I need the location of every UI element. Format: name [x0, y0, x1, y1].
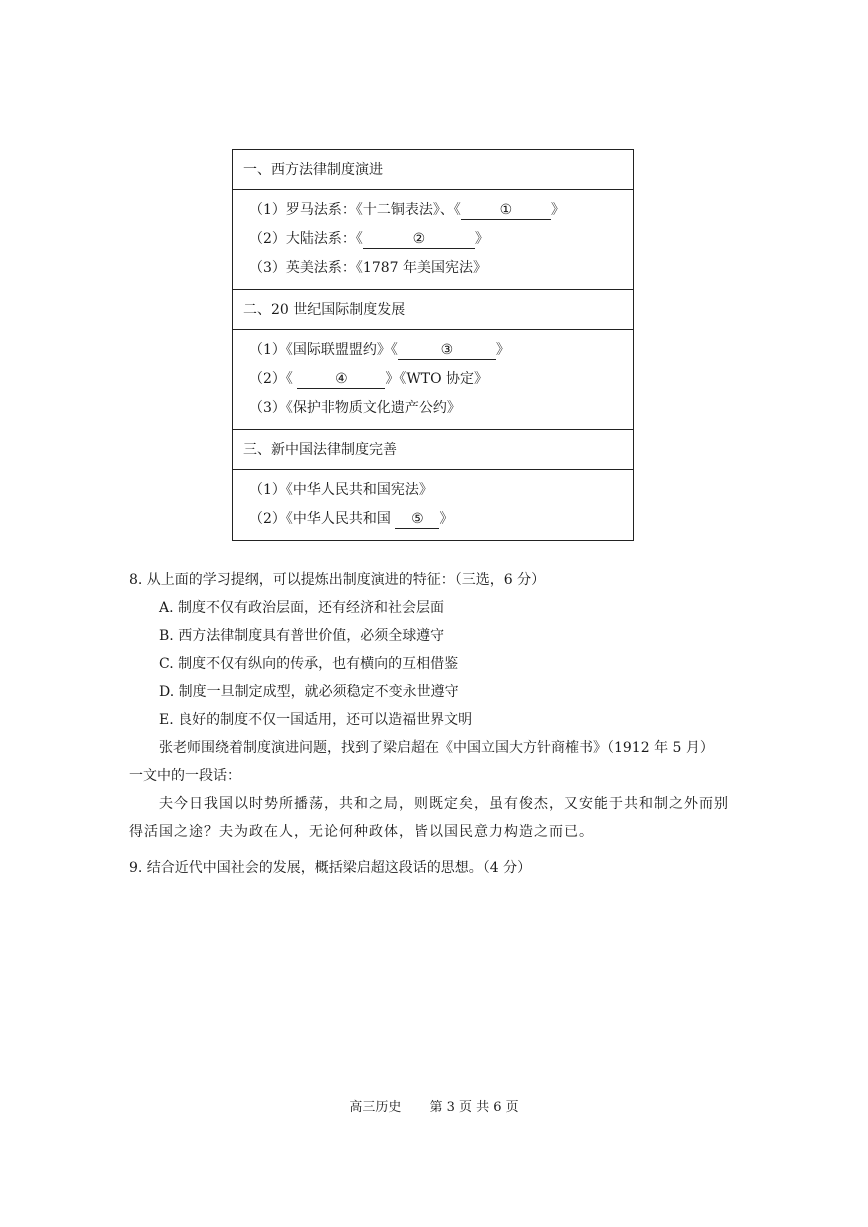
outline-row — [233, 336, 633, 365]
footer-subject: 高三历史 — [349, 1100, 402, 1115]
row-text: （2）大陆法系：《 — [249, 231, 363, 247]
row-suffix: 》 — [474, 231, 489, 247]
row-suffix: 》 — [495, 342, 510, 358]
questions-area — [129, 566, 769, 882]
option-c: C. 制度不仅有纵向的传承，也有横向的互相借鉴 — [159, 656, 459, 672]
option-b: B. 西方法律制度具有普世价值，必须全球遵守 — [159, 628, 445, 644]
option-d: D. 制度一旦制定成型，就必须稳定不变永世遵守 — [159, 684, 459, 700]
option-e: E. 良好的制度不仅一国适用，还可以造福世界文明 — [159, 712, 473, 728]
row-text: （1）《国际联盟盟约》《 — [249, 342, 398, 358]
outline-row: （3）英美法系：《1787 年美国宪法》 — [249, 260, 487, 276]
section-2-title: 二、20 世纪国际制度发展 — [233, 290, 633, 330]
material-intro: 张老师围绕着制度演进问题，找到了梁启超在《中国立国大方针商榷书》（1912 年 5 月） — [159, 740, 714, 756]
section-3-title: 三、新中国法律制度完善 — [233, 430, 633, 470]
outline-row — [233, 365, 633, 394]
question-9-stem: 9. 结合近代中国社会的发展，概括梁启超这段话的思想。（4 分） — [129, 860, 532, 876]
answer-blank-5: ⑤ — [395, 510, 439, 529]
section-1-body — [233, 190, 633, 290]
row-text: （2）《中华人民共和国 — [249, 511, 396, 527]
outline-row: （3）《保护非物质文化遗产公约》 — [249, 400, 461, 416]
answer-blank-3: ③ — [398, 341, 496, 360]
row-suffix: 》《WTO 协定》 — [385, 371, 489, 387]
answer-blank-2: ② — [363, 230, 475, 249]
question-8-stem: 8. 从上面的学习提纲，可以提炼出制度演进的特征：（三选，6 分） — [129, 572, 546, 588]
row-suffix: 》 — [439, 511, 454, 527]
footer-page-number: 第 3 页 共 6 页 — [429, 1100, 519, 1115]
section-3-body — [233, 470, 633, 540]
section-1-title: 一、西方法律制度演进 — [233, 150, 633, 190]
study-outline-table — [232, 149, 634, 541]
page-footer — [0, 1096, 868, 1115]
outline-row — [233, 505, 633, 534]
outline-row — [233, 225, 633, 254]
answer-blank-4: ④ — [297, 370, 385, 389]
answer-blank-1: ① — [461, 201, 551, 220]
material-intro-cont: 一文中的一段话： — [129, 768, 241, 784]
option-a: A. 制度不仅有政治层面，还有经济和社会层面 — [159, 600, 445, 616]
row-text: （2）《 — [249, 371, 298, 387]
liang-quote-line-2: 得活国之途？夫为政在人，无论何种政体，皆以国民意力构造之而已。 — [129, 824, 594, 840]
outline-row — [233, 196, 633, 225]
row-text: （1）罗马法系：《十二铜表法》、《 — [249, 202, 461, 218]
outline-row: （1）《中华人民共和国宪法》 — [249, 482, 433, 498]
liang-quote-line-1: 夫今日我国以时势所播荡，共和之局，则既定矣，虽有俊杰，又安能于共和制之外而别 — [159, 796, 729, 812]
row-suffix: 》 — [550, 202, 565, 218]
section-2-body — [233, 330, 633, 430]
